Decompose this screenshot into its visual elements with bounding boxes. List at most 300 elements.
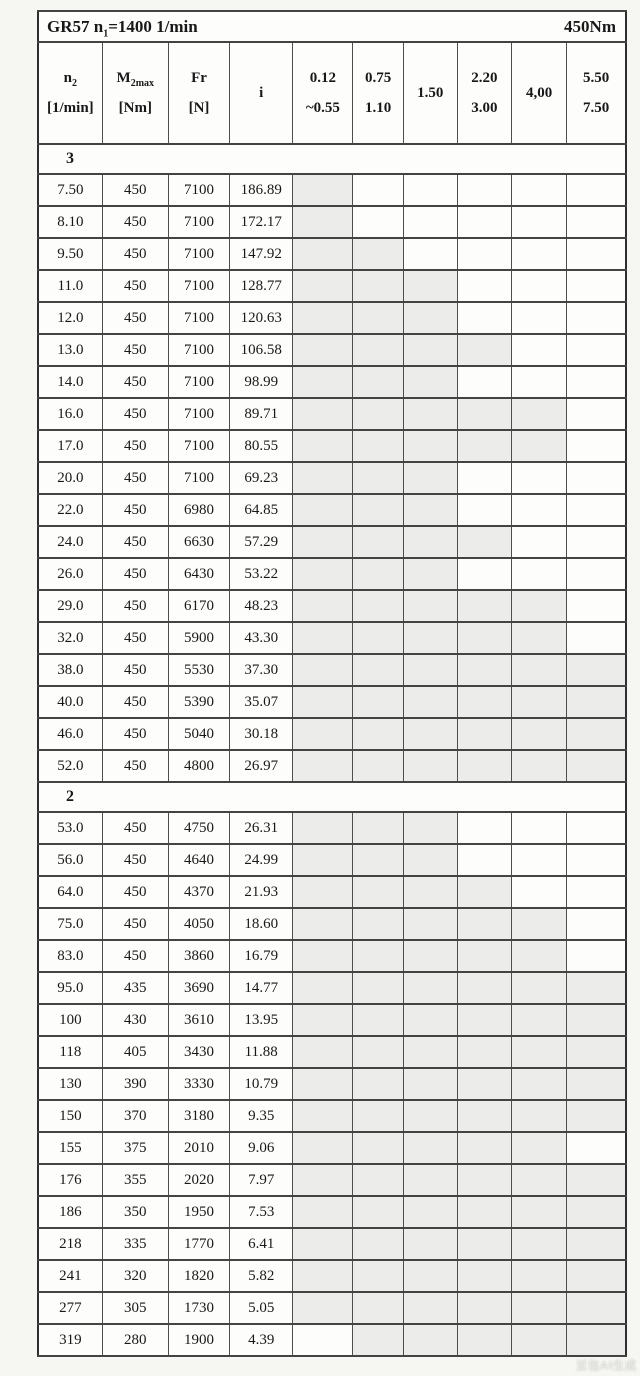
table-row [38,812,626,844]
ratio-cell: 80.55 [230,430,293,462]
fr-cell: 3430 [168,1036,229,1068]
power-availability-cell [511,270,566,302]
power-availability-cell [353,972,403,1004]
power-availability-cell [293,302,353,334]
power-availability-cell [567,174,626,206]
power-availability-cell [353,844,403,876]
power-availability-cell [293,1164,353,1196]
ratio-cell: 26.31 [230,812,293,844]
n2-cell: 32.0 [38,622,102,654]
ratio-cell: 7.53 [230,1196,293,1228]
power-availability-cell [567,590,626,622]
m2max-cell: 375 [102,1132,168,1164]
power-availability-cell [457,1068,511,1100]
n2-symbol: $n_2$ [63,69,78,89]
power-availability-cell [511,654,566,686]
n2-cell: 9.50 [38,238,102,270]
m2max-symbol: $M_{2max}$ [116,69,155,89]
power-availability-cell [511,494,566,526]
power-availability-cell [457,1100,511,1132]
watermark: 豆包AI生成 [576,1360,637,1372]
power-availability-cell [403,1260,457,1292]
n2-cell: 64.0 [38,876,102,908]
fr-cell: 5390 [168,686,229,718]
power-availability-cell [293,174,353,206]
col-header-power-1: 0.12 ~0.55 [293,42,353,144]
power-availability-cell [511,1164,566,1196]
power-availability-cell [353,876,403,908]
power-availability-cell [511,940,566,972]
power-availability-cell [511,462,566,494]
power-availability-cell [353,654,403,686]
power-availability-cell [567,206,626,238]
power-availability-cell [403,1100,457,1132]
power-availability-cell [457,622,511,654]
n2-cell: 83.0 [38,940,102,972]
power-availability-cell [457,334,511,366]
ratio-cell: 7.97 [230,1164,293,1196]
n2-cell: 11.0 [38,270,102,302]
ratio-cell: 120.63 [230,302,293,334]
power-availability-cell [457,270,511,302]
power-availability-cell [457,1164,511,1196]
n2-cell: 53.0 [38,812,102,844]
table-row [38,366,626,398]
power-availability-cell [457,1036,511,1068]
col-header-power-6: 5.50 7.50 [567,42,626,144]
n2-cell: 40.0 [38,686,102,718]
power-availability-cell [511,334,566,366]
m2max-cell: 350 [102,1196,168,1228]
power-availability-cell [403,366,457,398]
fr-cell: 7100 [168,366,229,398]
m2max-cell: 450 [102,908,168,940]
power-availability-cell [567,844,626,876]
spec-table-body [38,11,626,1356]
power-availability-cell [293,1196,353,1228]
power-availability-cell [403,622,457,654]
title-row [38,11,626,42]
n2-cell: 13.0 [38,334,102,366]
m2max-cell: 450 [102,590,168,622]
n2-cell: 130 [38,1068,102,1100]
power-availability-cell [353,908,403,940]
power-availability-cell [353,462,403,494]
fr-cell: 5040 [168,718,229,750]
n2-cell: 16.0 [38,398,102,430]
power-availability-cell [457,654,511,686]
power-availability-cell [511,590,566,622]
power-availability-cell [403,174,457,206]
table-row [38,590,626,622]
power-availability-cell [567,876,626,908]
power-availability-cell [403,238,457,270]
ratio-cell: 24.99 [230,844,293,876]
power-availability-cell [567,812,626,844]
n2-cell: 186 [38,1196,102,1228]
power-availability-cell [353,622,403,654]
table-row [38,1004,626,1036]
m2max-cell: 320 [102,1260,168,1292]
power-availability-cell [511,238,566,270]
m2max-cell: 305 [102,1292,168,1324]
power-availability-cell [511,622,566,654]
section-label: 3 [38,144,626,174]
power-availability-cell [511,750,566,782]
power-availability-cell [511,1292,566,1324]
fr-cell: 2010 [168,1132,229,1164]
ratio-cell: 13.95 [230,1004,293,1036]
m2max-cell: 450 [102,462,168,494]
power-availability-cell [403,844,457,876]
m2max-cell: 450 [102,430,168,462]
table-row [38,686,626,718]
n2-cell: 118 [38,1036,102,1068]
torque-rating-label: 450Nm [564,16,616,36]
ratio-cell: 21.93 [230,876,293,908]
power-availability-cell [353,1196,403,1228]
table-row [38,940,626,972]
ratio-cell: 11.88 [230,1036,293,1068]
fr-cell: 7100 [168,206,229,238]
fr-unit: [N] [188,100,210,116]
ratio-cell: 5.05 [230,1292,293,1324]
power-availability-cell [293,462,353,494]
power-availability-cell [403,1292,457,1324]
power-availability-cell [457,1292,511,1324]
power-availability-cell [457,1228,511,1260]
col-header-power-4: 2.20 3.00 [457,42,511,144]
power-availability-cell [457,206,511,238]
ratio-cell: 5.82 [230,1260,293,1292]
power-availability-cell [353,1324,403,1356]
power-availability-cell [567,1196,626,1228]
ratio-cell: 98.99 [230,366,293,398]
power-availability-cell [353,526,403,558]
power-availability-cell [511,718,566,750]
power-availability-cell [457,718,511,750]
power-availability-cell [457,940,511,972]
power-availability-cell [403,1324,457,1356]
table-row [38,398,626,430]
power-availability-cell [293,622,353,654]
table-row [38,462,626,494]
fr-cell: 1820 [168,1260,229,1292]
power-availability-cell [353,1164,403,1196]
power-availability-cell [293,334,353,366]
m2max-cell: 450 [102,366,168,398]
power-availability-cell [511,876,566,908]
power-availability-cell [293,686,353,718]
page-title: GR57 $n_1=1400$ 1/min [47,16,198,39]
ratio-cell: 26.97 [230,750,293,782]
power-availability-cell [403,302,457,334]
power-availability-cell [511,1132,566,1164]
power-availability-cell [457,1132,511,1164]
n2-cell: 8.10 [38,206,102,238]
m2max-cell: 450 [102,238,168,270]
power-availability-cell [353,334,403,366]
power-availability-cell [293,1068,353,1100]
ratio-cell: 43.30 [230,622,293,654]
power-availability-cell [457,972,511,1004]
power-availability-cell [511,1324,566,1356]
n2-cell: 155 [38,1132,102,1164]
power-availability-cell [403,908,457,940]
m2max-cell: 450 [102,334,168,366]
power-availability-cell [567,558,626,590]
power-availability-cell [293,940,353,972]
col-header-power-5: 4,00 [511,42,566,144]
m2max-cell: 450 [102,686,168,718]
m2max-cell: 430 [102,1004,168,1036]
power-availability-cell [353,494,403,526]
m2max-cell: 450 [102,302,168,334]
power-availability-cell [567,1260,626,1292]
power-availability-cell [353,302,403,334]
power-availability-cell [567,1132,626,1164]
table-row [38,334,626,366]
table-row [38,972,626,1004]
power-availability-cell [457,844,511,876]
m2max-cell: 450 [102,398,168,430]
n2-cell: 277 [38,1292,102,1324]
n2-cell: 75.0 [38,908,102,940]
fr-cell: 5530 [168,654,229,686]
m2max-cell: 355 [102,1164,168,1196]
table-row [38,750,626,782]
n2-cell: 176 [38,1164,102,1196]
power-availability-cell [511,302,566,334]
ratio-cell: 147.92 [230,238,293,270]
power-availability-cell [403,494,457,526]
power-availability-cell [567,270,626,302]
n2-cell: 38.0 [38,654,102,686]
power-availability-cell [403,430,457,462]
n2-cell: 218 [38,1228,102,1260]
power-availability-cell [567,908,626,940]
n2-cell: 150 [38,1100,102,1132]
power-availability-cell [567,494,626,526]
n2-cell: 29.0 [38,590,102,622]
power-availability-cell [403,972,457,1004]
power-availability-cell [293,206,353,238]
power-availability-cell [353,1100,403,1132]
power-availability-cell [567,1036,626,1068]
col-header-n2 [38,42,102,144]
fr-cell: 1770 [168,1228,229,1260]
fr-cell: 6980 [168,494,229,526]
power-availability-cell [511,972,566,1004]
ratio-cell: 9.35 [230,1100,293,1132]
power-availability-cell [567,1228,626,1260]
power-availability-cell [457,302,511,334]
m2max-cell: 405 [102,1036,168,1068]
power-availability-cell [353,238,403,270]
power-availability-cell [457,558,511,590]
power-availability-cell [403,558,457,590]
power-availability-cell [293,1036,353,1068]
table-row [38,622,626,654]
fr-cell: 4800 [168,750,229,782]
col-header-power-2: 0.75 1.10 [353,42,403,144]
table-row [38,206,626,238]
table-row [38,876,626,908]
power-availability-cell [403,1164,457,1196]
power-availability-cell [353,940,403,972]
fr-cell: 7100 [168,334,229,366]
power-availability-cell [293,270,353,302]
table-row [38,270,626,302]
ratio-cell: 9.06 [230,1132,293,1164]
fr-cell: 7100 [168,302,229,334]
power-availability-cell [293,1100,353,1132]
table-row [38,1068,626,1100]
power-availability-cell [403,1036,457,1068]
table-row [38,844,626,876]
ratio-symbol: i [259,84,264,101]
power-availability-cell [511,1260,566,1292]
power-availability-cell [511,526,566,558]
power-availability-cell [353,270,403,302]
col-header-m2max [102,42,168,144]
m2max-cell: 450 [102,718,168,750]
m2max-cell: 450 [102,494,168,526]
power-availability-cell [403,1068,457,1100]
power-availability-cell [353,1292,403,1324]
col-header-power-3: 1.50 [403,42,457,144]
n2-cell: 46.0 [38,718,102,750]
power-availability-cell [403,334,457,366]
m2max-cell: 450 [102,750,168,782]
title-cell [38,11,626,42]
fr-cell: 7100 [168,270,229,302]
power-availability-cell [353,1132,403,1164]
table-row [38,238,626,270]
n2-cell: 22.0 [38,494,102,526]
fr-cell: 5900 [168,622,229,654]
power-availability-cell [293,876,353,908]
ratio-cell: 57.29 [230,526,293,558]
fr-cell: 4050 [168,908,229,940]
ratio-cell: 10.79 [230,1068,293,1100]
table-row [38,1292,626,1324]
power-availability-cell [293,908,353,940]
table-row [38,430,626,462]
n2-cell: 26.0 [38,558,102,590]
n2-cell: 100 [38,1004,102,1036]
power-availability-cell [567,1324,626,1356]
power-availability-cell [511,1036,566,1068]
col-header-ratio [230,42,293,144]
fr-cell: 6430 [168,558,229,590]
ratio-cell: 128.77 [230,270,293,302]
ratio-cell: 16.79 [230,940,293,972]
power-availability-cell [403,398,457,430]
fr-cell: 3860 [168,940,229,972]
ratio-cell: 172.17 [230,206,293,238]
fr-cell: 3180 [168,1100,229,1132]
power-availability-cell [567,462,626,494]
power-availability-cell [511,398,566,430]
power-availability-cell [403,1228,457,1260]
fr-cell: 1730 [168,1292,229,1324]
power-availability-cell [293,526,353,558]
power-availability-cell [511,174,566,206]
power-availability-cell [353,1068,403,1100]
ratio-cell: 69.23 [230,462,293,494]
fr-cell: 4370 [168,876,229,908]
power-availability-cell [457,430,511,462]
power-availability-cell [293,366,353,398]
power-availability-cell [457,812,511,844]
m2max-cell: 450 [102,206,168,238]
power-availability-cell [567,1100,626,1132]
power-availability-cell [353,1004,403,1036]
power-availability-cell [403,686,457,718]
power-availability-cell [457,494,511,526]
ratio-cell: 106.58 [230,334,293,366]
power-availability-cell [457,174,511,206]
power-availability-cell [511,1228,566,1260]
power-availability-cell [567,398,626,430]
table-row [38,302,626,334]
m2max-cell: 450 [102,844,168,876]
fr-cell: 1950 [168,1196,229,1228]
power-availability-cell [567,334,626,366]
fr-cell: 7100 [168,462,229,494]
n2-cell: 12.0 [38,302,102,334]
column-header-row [38,42,626,144]
m2max-cell: 450 [102,622,168,654]
power-availability-cell [353,1260,403,1292]
power-availability-cell [293,972,353,1004]
power-availability-cell [403,812,457,844]
n2-cell: 241 [38,1260,102,1292]
ratio-cell: 48.23 [230,590,293,622]
power-availability-cell [353,430,403,462]
power-availability-cell [403,270,457,302]
power-availability-cell [511,686,566,718]
power-availability-cell [511,844,566,876]
power-availability-cell [403,718,457,750]
power-availability-cell [353,590,403,622]
power-availability-cell [457,238,511,270]
power-availability-cell [567,1068,626,1100]
power-availability-cell [293,812,353,844]
section-row [38,782,626,812]
power-availability-cell [457,750,511,782]
fr-cell: 3330 [168,1068,229,1100]
power-availability-cell [567,238,626,270]
power-availability-cell [293,558,353,590]
fr-symbol: Fr [191,69,207,86]
power-availability-cell [293,590,353,622]
power-availability-cell [293,238,353,270]
power-availability-cell [567,1292,626,1324]
power-availability-cell [353,750,403,782]
n2-cell: 56.0 [38,844,102,876]
power-availability-cell [353,398,403,430]
power-availability-cell [293,1292,353,1324]
ratio-cell: 4.39 [230,1324,293,1356]
power-availability-cell [293,844,353,876]
power-availability-cell [457,462,511,494]
n2-cell: 17.0 [38,430,102,462]
power-availability-cell [403,1132,457,1164]
m2max-cell: 435 [102,972,168,1004]
power-availability-cell [511,1100,566,1132]
